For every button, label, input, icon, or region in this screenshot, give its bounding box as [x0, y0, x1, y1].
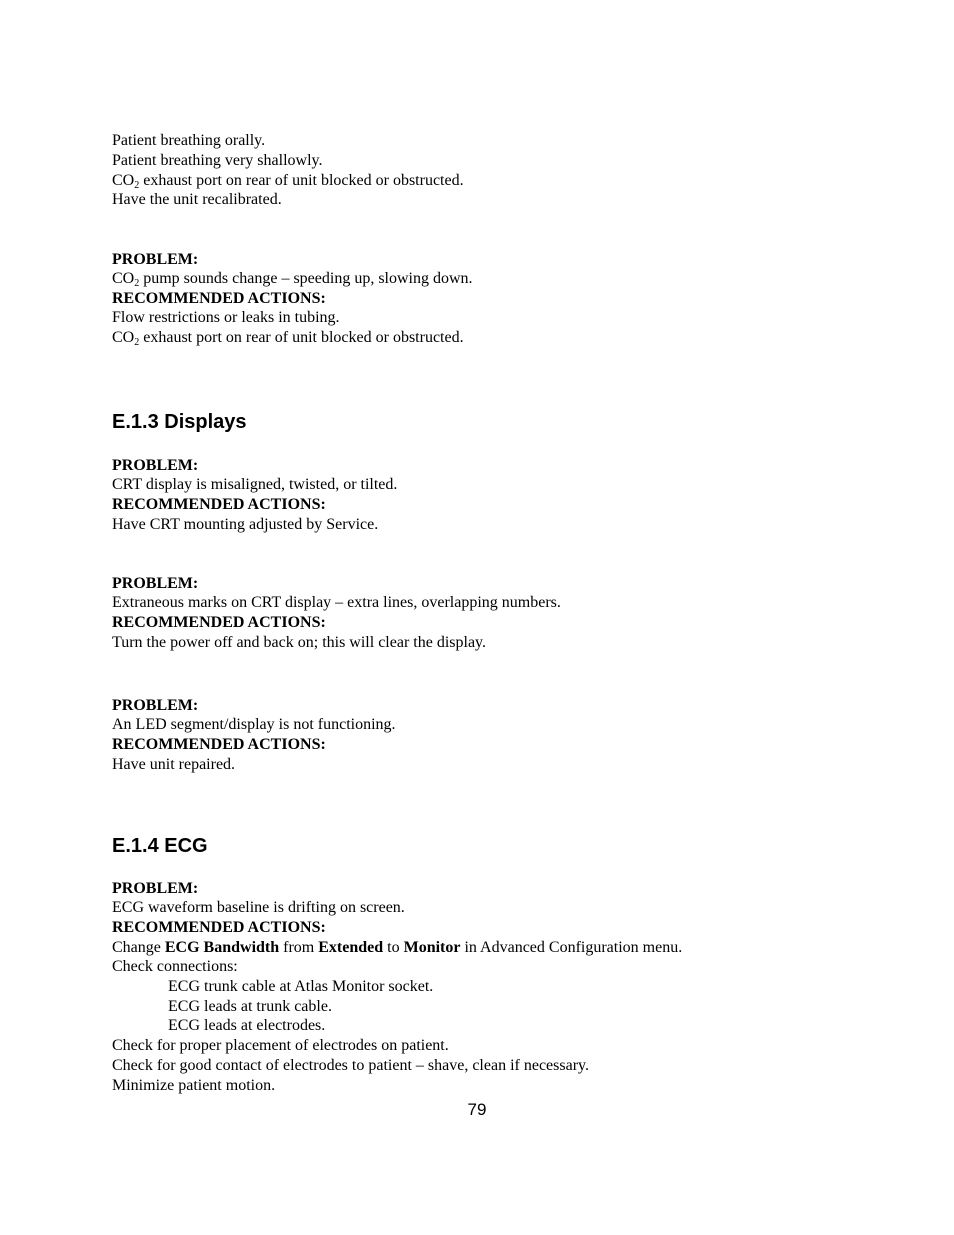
label-text: PROBLEM: [112, 880, 199, 897]
action-text [112, 938, 682, 958]
actions-label [112, 613, 326, 633]
problem-text: ECG waveform baseline is drifting on screen. [112, 899, 405, 916]
indented-item: ECG trunk cable at Atlas Monitor socket. [168, 978, 434, 995]
label-text: PROBLEM: [112, 575, 199, 592]
text-fragment: in Advanced Configuration menu. [460, 939, 683, 956]
page-number: 79 [467, 1100, 487, 1119]
section-heading-displays: E.1.3 Displays [112, 411, 247, 433]
action-text: Have CRT mounting adjusted by Service. [112, 516, 379, 533]
subscript: 2 [134, 278, 140, 289]
subscript: 2 [134, 337, 140, 348]
problem-label [112, 574, 198, 594]
label-text: RECOMMENDED ACTIONS: [112, 496, 326, 513]
label-text: RECOMMENDED ACTIONS: [112, 919, 326, 936]
problem-label [112, 456, 198, 476]
actions-label [112, 289, 326, 309]
actions-label [112, 735, 326, 755]
indented-item: ECG leads at trunk cable. [168, 998, 332, 1015]
problem-text [112, 269, 473, 289]
text-fragment: from [279, 939, 319, 956]
actions-label [112, 495, 326, 515]
problem-text: Extraneous marks on CRT display – extra lines, overlapping numbers. [112, 594, 561, 611]
text-line: Patient breathing very shallowly. [112, 152, 323, 169]
text-line: Patient breathing orally. [112, 132, 266, 149]
subscript: 2 [134, 180, 140, 191]
text-fragment: pump sounds change – speeding up, slowing down. [139, 270, 473, 287]
text-fragment: CO [112, 270, 135, 287]
problem-label [112, 879, 198, 899]
problem-text: An LED segment/display is not functioning. [112, 716, 396, 733]
section-heading-ecg: E.1.4 ECG [112, 835, 208, 857]
problem-text: CRT display is misaligned, twisted, or tilted. [112, 476, 398, 493]
label-text: PROBLEM: [112, 697, 199, 714]
action-text: Check connections: [112, 958, 238, 975]
emphasis-extended: Extended [318, 939, 384, 956]
action-text: Minimize patient motion. [112, 1077, 276, 1094]
problem-label [112, 696, 198, 716]
text-line [112, 171, 464, 191]
problem-label [112, 250, 198, 270]
text-line: Have the unit recalibrated. [112, 191, 282, 208]
label-text: RECOMMENDED ACTIONS: [112, 290, 326, 307]
text-fragment: CO [112, 329, 135, 346]
text-fragment: exhaust port on rear of unit blocked or obstructed. [139, 329, 464, 346]
emphasis-ecg-bandwidth: ECG Bandwidth [164, 939, 280, 956]
indented-item: ECG leads at electrodes. [168, 1017, 326, 1034]
action-text: Check for good contact of electrodes to patient – shave, clean if necessary. [112, 1057, 589, 1074]
emphasis-monitor: Monitor [403, 939, 461, 956]
text-fragment: to [383, 939, 404, 956]
text-fragment: Change [112, 939, 165, 956]
label-text: PROBLEM: [112, 251, 199, 268]
label-text: RECOMMENDED ACTIONS: [112, 614, 326, 631]
text-fragment: exhaust port on rear of unit blocked or obstructed. [139, 172, 464, 189]
action-text: Flow restrictions or leaks in tubing. [112, 309, 340, 326]
actions-label [112, 918, 326, 938]
action-text: Check for proper placement of electrodes on patient. [112, 1037, 449, 1054]
label-text: PROBLEM: [112, 457, 199, 474]
action-text: Have unit repaired. [112, 756, 236, 773]
label-text: RECOMMENDED ACTIONS: [112, 736, 326, 753]
text-fragment: CO [112, 172, 135, 189]
action-text [112, 328, 464, 348]
action-text: Turn the power off and back on; this will clear the display. [112, 634, 486, 651]
